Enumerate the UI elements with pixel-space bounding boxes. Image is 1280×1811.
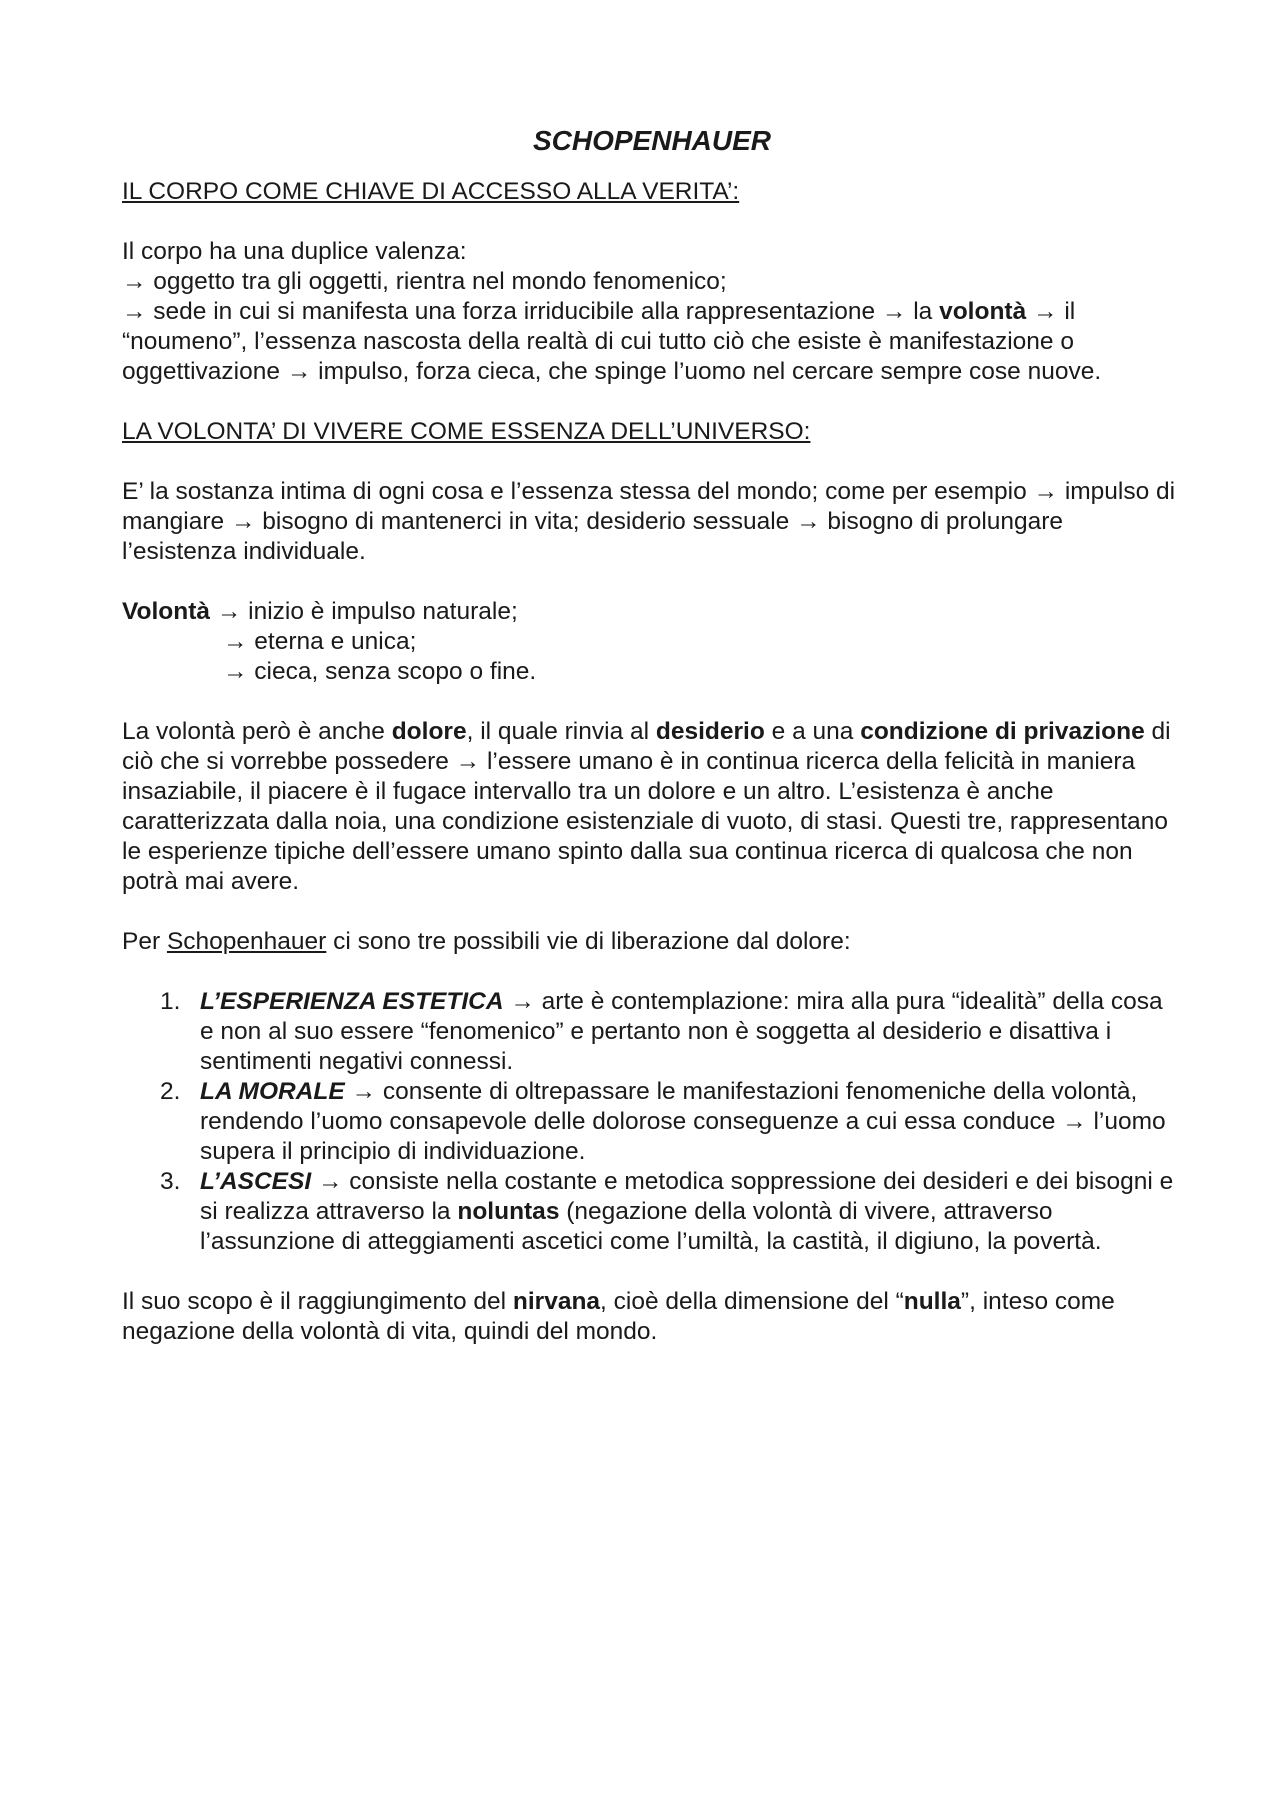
- corpo-intro: Il corpo ha una duplice valenza:: [122, 238, 467, 265]
- list-item: 3. L’ASCESI → consiste nella costante e metodica soppressione dei desideri e dei bisogni e si realizza attraverso la noluntas (negazione della volontà di vivere, attraverso l’assunzione di atteggiamenti ascetici come l’umiltà, la castità, il digiuno, la povertà.: [160, 1168, 1174, 1255]
- volonta-line-2: → eterna e unica;: [223, 628, 417, 655]
- list-item: 2. LA MORALE → consente di oltrepassare le manifestazioni fenomeniche della volontà, rendendo l’uomo consapevole delle dolorose conseguenze a cui essa conduce → l’uomo supera il principio di individuazione.: [160, 1078, 1166, 1165]
- closing-paragraph: Il suo scopo è il raggiungimento del nirvana, cioè della dimensione del “nulla”, inteso come negazione della volontà di vita, quindi del mondo.: [122, 1288, 1115, 1345]
- bold-volonta: volontà: [939, 298, 1027, 325]
- section-heading-corpo: IL CORPO COME CHIAVE DI ACCESSO ALLA VERITA’:: [122, 178, 740, 205]
- bold-volonta-label: Volontà: [122, 598, 211, 625]
- corpo-point-1: → oggetto tra gli oggetti, rientra nel mondo fenomenico;: [122, 268, 727, 295]
- page-title: SCHOPENHAUER: [532, 125, 772, 156]
- volonta-line-3: → cieca, senza scopo o fine.: [223, 658, 537, 685]
- volonta-line-1: Volontà → inizio è impulso naturale;: [122, 598, 518, 625]
- volonta-paragraph-1: E’ la sostanza intima di ogni cosa e l’essenza stessa del mondo; come per esempio → impulso di mangiare → bisogno di mantenerci in vita; desiderio sessuale → bisogno di prolungare l’esistenza individuale.: [122, 478, 1176, 565]
- schopenhauer-underlined: Schopenhauer: [166, 928, 327, 955]
- liberazione-list: [122, 987, 1182, 1257]
- corpo-point-2: → sede in cui si manifesta una forza irriducibile alla rappresentazione → la volontà → il “noumeno”, l’essenza nascosta della realtà di cui tutto ciò che esiste è manifestazione o oggettivazione → impulso, forza cieca, che spinge l’uomo nel cercare sempre cose nuove.: [122, 298, 1102, 385]
- document-body: [122, 120, 1182, 1347]
- list-item: 1. L’ESPERIENZA ESTETICA → arte è contemplazione: mira alla pura “idealità” della cosa e non al suo essere “fenomenico” e pertanto non è soggetta al desiderio e disattiva i sentimenti negativi connessi.: [160, 988, 1163, 1075]
- section-heading-volonta: LA VOLONTA’ DI VIVERE COME ESSENZA DELL’UNIVERSO:: [122, 418, 811, 445]
- dolore-paragraph: La volontà però è anche dolore, il quale rinvia al desiderio e a una condizione di privazione di ciò che si vorrebbe possedere → l’essere umano è in continua ricerca della felicità in maniera insaziabile, il piacere è il fugace intervallo tra un dolore e un altro. L’esistenza è anche caratterizzata dalla noia, una condizione esistenziale di vuoto, di stasi. Questi tre, rappresentano le esperienze tipiche dell’essere umano spinto dalla sua continua ricerca di qualcosa che non potrà mai avere.: [122, 718, 1171, 895]
- liberazione-intro: Per Schopenhauer ci sono tre possibili vie di liberazione dal dolore:: [122, 928, 851, 955]
